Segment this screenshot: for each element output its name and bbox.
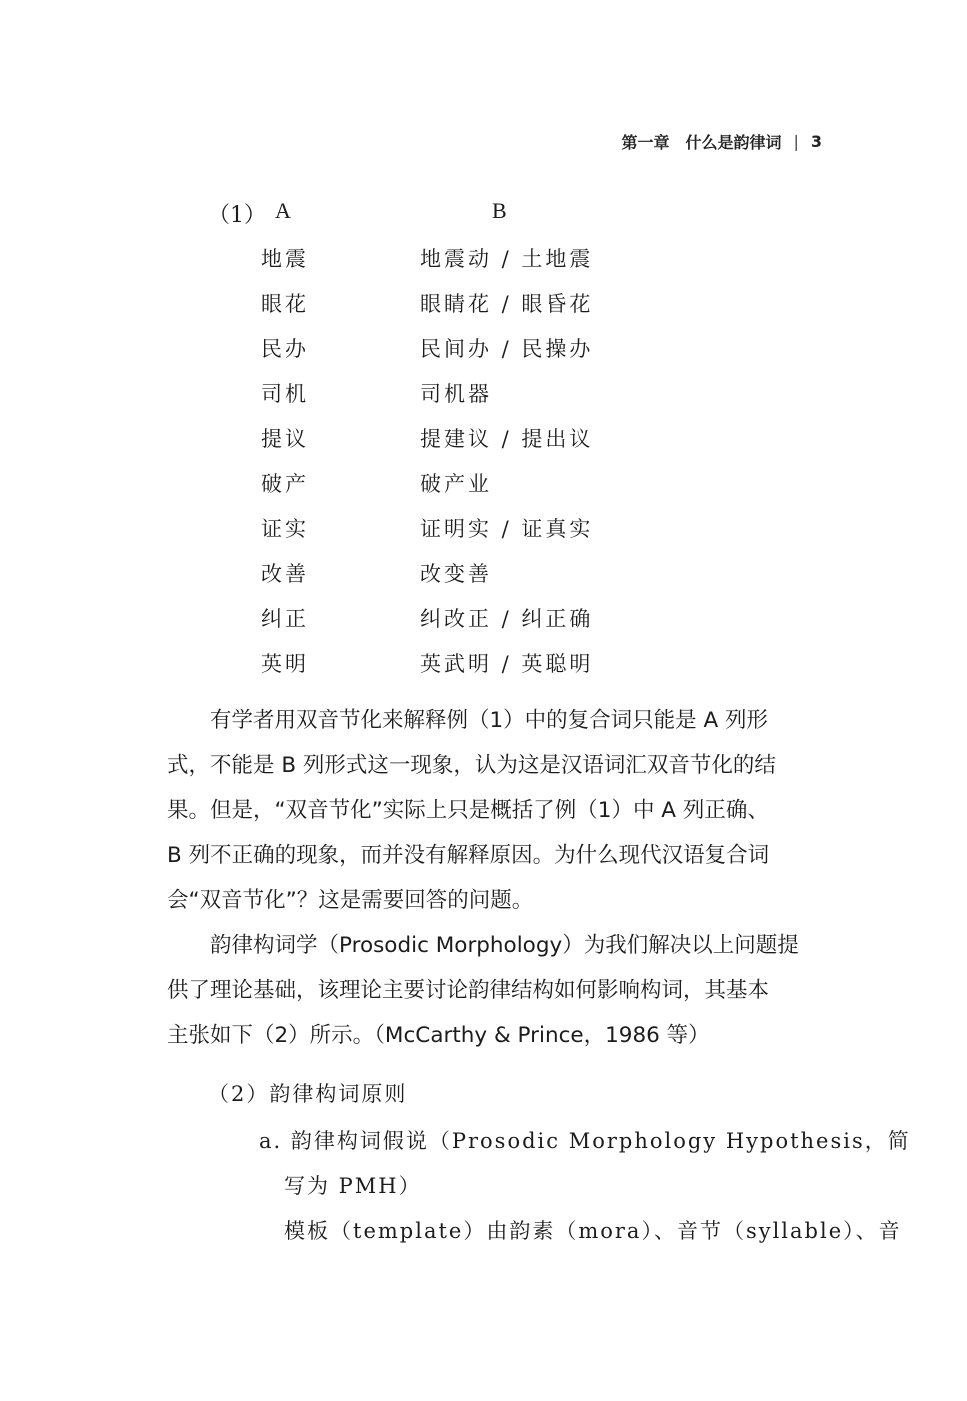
paragraph-1 — [167, 698, 833, 923]
column-b-word: 司机器 — [420, 382, 492, 406]
principle-a-line: 模板（template）由韵素（mora）、音节（syllable）、音 — [284, 1219, 902, 1243]
column-b-word: 地震动 / 土地震 — [420, 247, 594, 271]
chapter-label: 第一章 — [621, 133, 670, 152]
column-a-word: 英明 — [261, 652, 309, 676]
example-row — [0, 648, 967, 693]
column-a-word: 地震 — [261, 247, 309, 271]
example-row — [0, 243, 967, 288]
page-number: 3 — [810, 132, 822, 151]
column-b-word: 提建议 / 提出议 — [420, 427, 594, 451]
column-b-word: 改变善 — [420, 562, 492, 586]
paragraph-line: 有学者用双音节化来解释例（1）中的复合词只能是 A 列形 — [167, 708, 769, 733]
column-a-word: 提议 — [261, 427, 309, 451]
example-row — [0, 468, 967, 513]
column-b-word: 眼睛花 / 眼昏花 — [420, 292, 594, 316]
column-a-word: 民办 — [261, 337, 309, 361]
principle-a-line: 写为 PMH） — [284, 1174, 422, 1198]
header-separator: | — [793, 132, 799, 151]
column-b-word: 英武明 / 英聪明 — [420, 652, 594, 676]
example-row — [0, 603, 967, 648]
example-row — [0, 378, 967, 423]
example-row — [0, 423, 967, 468]
column-a-word: 破产 — [261, 472, 309, 496]
paragraph-line: 韵律构词学（Prosodic Morphology）为我们解决以上问题提 — [167, 933, 799, 958]
running-header — [621, 130, 822, 153]
column-b-label: B — [492, 198, 507, 223]
principle-a-line: a. 韵律构词假说（Prosodic Morphology Hypothesis，简 — [259, 1129, 911, 1153]
column-b-word: 证明实 / 证真实 — [420, 517, 594, 541]
example-row — [0, 288, 967, 333]
paragraph-line: 主张如下（2）所示。（McCarthy & Prince，1986 等） — [167, 1023, 710, 1048]
paragraph-2 — [167, 923, 833, 1058]
paragraph-line: B 列不正确的现象，而并没有解释原因。为什么现代汉语复合词 — [167, 843, 770, 868]
column-a-word: 司机 — [261, 382, 309, 406]
column-a-word: 改善 — [261, 562, 309, 586]
paragraph-line: 果。但是，“双音节化”实际上只是概括了例（1）中 A 列正确、 — [167, 798, 769, 823]
example-row — [0, 333, 967, 378]
column-a-label: A — [275, 198, 291, 223]
column-a-word: 眼花 — [261, 292, 309, 316]
column-b-word: 纠改正 / 纠正确 — [420, 607, 594, 631]
paragraph-line: 会“双音节化”？这是需要回答的问题。 — [167, 888, 534, 913]
column-a-word: 纠正 — [261, 607, 309, 631]
example-2-heading: （2）韵律构词原则 — [208, 1082, 408, 1106]
column-b-word: 破产业 — [420, 472, 492, 496]
column-b-word: 民间办 / 民操办 — [420, 337, 594, 361]
example-1-number: （1） — [208, 203, 266, 228]
paragraph-line: 供了理论基础，该理论主要讨论韵律结构如何影响构词，其基本 — [167, 978, 770, 1003]
chapter-title: 什么是韵律词 — [685, 133, 782, 152]
example-row — [0, 558, 967, 603]
column-a-word: 证实 — [261, 517, 309, 541]
example-row — [0, 513, 967, 558]
paragraph-line: 式，不能是 B 列形式这一现象，认为这是汉语词汇双音节化的结 — [167, 753, 776, 778]
